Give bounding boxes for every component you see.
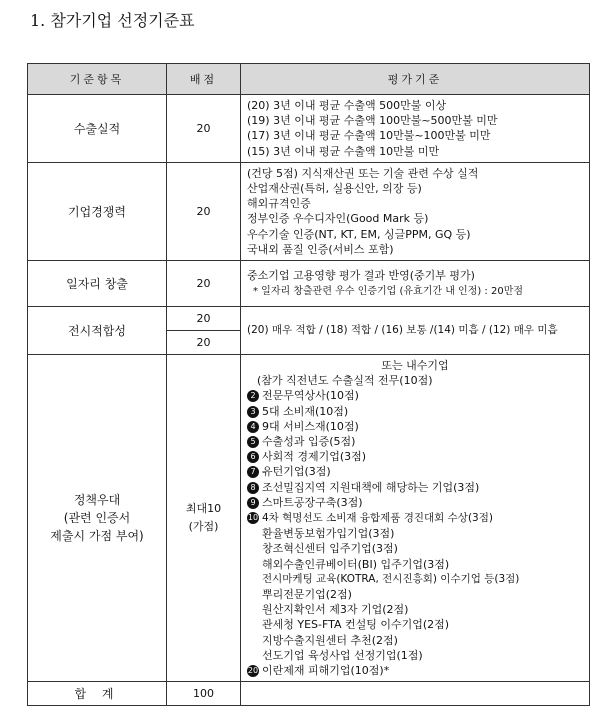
- policy-sub-item: 뿌리전문기업(2점): [262, 588, 352, 602]
- policy-item: [247, 419, 583, 434]
- export-criteria: [241, 95, 590, 163]
- row-competitiveness: [28, 162, 590, 260]
- policy-points-line: 최대10: [185, 502, 222, 516]
- row-suitability: [28, 307, 590, 331]
- number-badge-icon: 10: [247, 513, 259, 523]
- competitiveness-line: 국내외 품질 인증(서비스 포함): [247, 242, 394, 256]
- competitiveness-points: 20: [167, 162, 241, 260]
- number-badge-icon: 4: [247, 421, 259, 433]
- policy-sub-item: 전시마케팅 교육(KOTRA, 전시진흥회) 이수기업 등(3점): [262, 572, 520, 585]
- row-policy: [28, 355, 590, 682]
- policy-points-line: (가점): [188, 520, 219, 534]
- policy-sub-item: 관세청 YES-FTA 컨설팅 이수기업(2점): [262, 618, 450, 632]
- suitability-points-b: 20: [167, 331, 241, 355]
- policy-item-text: 전문무역상사(10점): [262, 389, 359, 403]
- competitiveness-line: 정부인증 우수디자인(Good Mark 등): [247, 212, 429, 226]
- policy-sub-item: 지방수출지원센터 추천(2점): [262, 633, 398, 647]
- export-line: (17) 3년 이내 평균 수출액 10만불~100만불 미만: [247, 129, 491, 143]
- policy-item-text: 유턴기업(3점): [262, 465, 331, 479]
- policy-item: [247, 434, 583, 449]
- export-line: (19) 3년 이내 평균 수출액 100만불~500만불 미만: [247, 114, 498, 128]
- policy-item-text: 4차 혁명선도 소비재 융합제품 경진대회 수상(3점): [262, 512, 493, 525]
- jobs-criteria: [241, 261, 590, 307]
- competitiveness-line: 산업재산권(특허, 실용신안, 의장 등): [247, 182, 422, 196]
- jobs-label: 일자리 창출: [28, 261, 167, 307]
- competitiveness-label: 기업경쟁력: [28, 162, 167, 260]
- policy-sub-item: 선도기업 육성사업 선정기업(1점): [262, 648, 423, 662]
- policy-item-text: 이란제재 피해기업(10점)*: [262, 664, 390, 678]
- policy-item-text: 조선밀집지역 지원대책에 해당하는 기업(3점): [262, 480, 480, 494]
- policy-head: (참가 직전년도 수출실적 전무(10점): [257, 374, 433, 388]
- policy-item: [247, 510, 583, 526]
- policy-item-text: 스마트공장구축(3점): [262, 495, 363, 509]
- competitiveness-line: 해외규격인증: [247, 197, 311, 211]
- suitability-criteria: [241, 307, 590, 355]
- number-badge-icon: 9: [247, 497, 259, 509]
- export-line: (20) 3년 이내 평균 수출액 500만불 이상: [247, 99, 447, 112]
- jobs-points: 20: [167, 261, 241, 307]
- row-export: [28, 95, 590, 163]
- policy-item: [247, 480, 583, 495]
- suitability-line: (20) 매우 적합 / (18) 적합 / (16) 보통 /(14) 미흡 / (12) 매우 미흡: [247, 323, 558, 336]
- number-badge-icon: 6: [247, 451, 259, 463]
- number-badge-icon: 5: [247, 436, 259, 448]
- policy-points: [167, 355, 241, 682]
- policy-item-text: 9대 서비스재(10점): [262, 419, 359, 433]
- policy-sub-item: 환율변동보험가입기업(3점): [262, 527, 395, 541]
- total-points: 100: [167, 682, 241, 706]
- policy-item-text: 수출성과 입증(5점): [262, 435, 356, 449]
- policy-label-line: (관련 인증서: [63, 511, 131, 526]
- selection-criteria-table: [27, 63, 590, 706]
- policy-criteria: [241, 355, 590, 682]
- policy-label: [28, 355, 167, 682]
- policy-head: 또는 내수기업: [381, 359, 449, 373]
- suitability-points-a: 20: [167, 307, 241, 331]
- page-title: 1. 참가기업 선정기준표: [30, 11, 195, 30]
- header-criteria: 기준항목: [28, 64, 167, 95]
- suitability-label: 전시적합성: [28, 307, 167, 355]
- number-badge-icon: 7: [247, 466, 259, 478]
- policy-sub-item: 해외수출인큐베이터(BI) 입주기업(3점): [262, 557, 450, 571]
- policy-item: [247, 404, 583, 419]
- number-badge-icon: 2: [247, 390, 259, 402]
- policy-sub-item: 창조혁신센터 입주기업(3점): [262, 542, 398, 556]
- row-total: [28, 682, 590, 706]
- number-badge-icon: 8: [247, 482, 259, 494]
- number-badge-icon: 3: [247, 406, 259, 418]
- header-evaluation: 평가기준: [241, 64, 590, 95]
- total-label: 합 계: [28, 682, 167, 706]
- policy-item: [247, 449, 583, 464]
- header-row: [28, 64, 590, 95]
- header-points: 배점: [167, 64, 241, 95]
- total-empty: [241, 682, 590, 706]
- competitiveness-criteria: [241, 162, 590, 260]
- policy-item-text: 사회적 경제기업(3점): [262, 450, 367, 464]
- policy-item: [247, 663, 583, 678]
- policy-item: [247, 388, 583, 403]
- competitiveness-line: 우수기술 인증(NT, KT, EM, 싱글PPM, GQ 등): [247, 227, 471, 241]
- jobs-line: * 일자리 창출관련 우수 인증기업 (유효기간 내 인정) : 20만점: [253, 285, 524, 297]
- jobs-line: 중소기업 고용영향 평가 결과 반영(중기부 평가): [247, 269, 475, 283]
- export-points: 20: [167, 95, 241, 163]
- competitiveness-line: (건당 5점) 지식재산권 또는 기술 관련 수상 실적: [247, 166, 479, 180]
- row-jobs: [28, 261, 590, 307]
- policy-item: [247, 495, 583, 510]
- policy-item: [247, 464, 583, 479]
- policy-sub-item: 원산지확인서 제3자 기업(2점): [262, 603, 409, 617]
- number-badge-icon: 20: [247, 666, 259, 676]
- policy-label-line: 제출시 가점 부여): [50, 529, 144, 544]
- policy-label-line: 정책우대: [73, 493, 121, 508]
- policy-item-text: 5대 소비재(10점): [262, 404, 349, 418]
- export-line: (15) 3년 이내 평균 수출액 10만불 미만: [247, 144, 440, 158]
- export-label: 수출실적: [28, 95, 167, 163]
